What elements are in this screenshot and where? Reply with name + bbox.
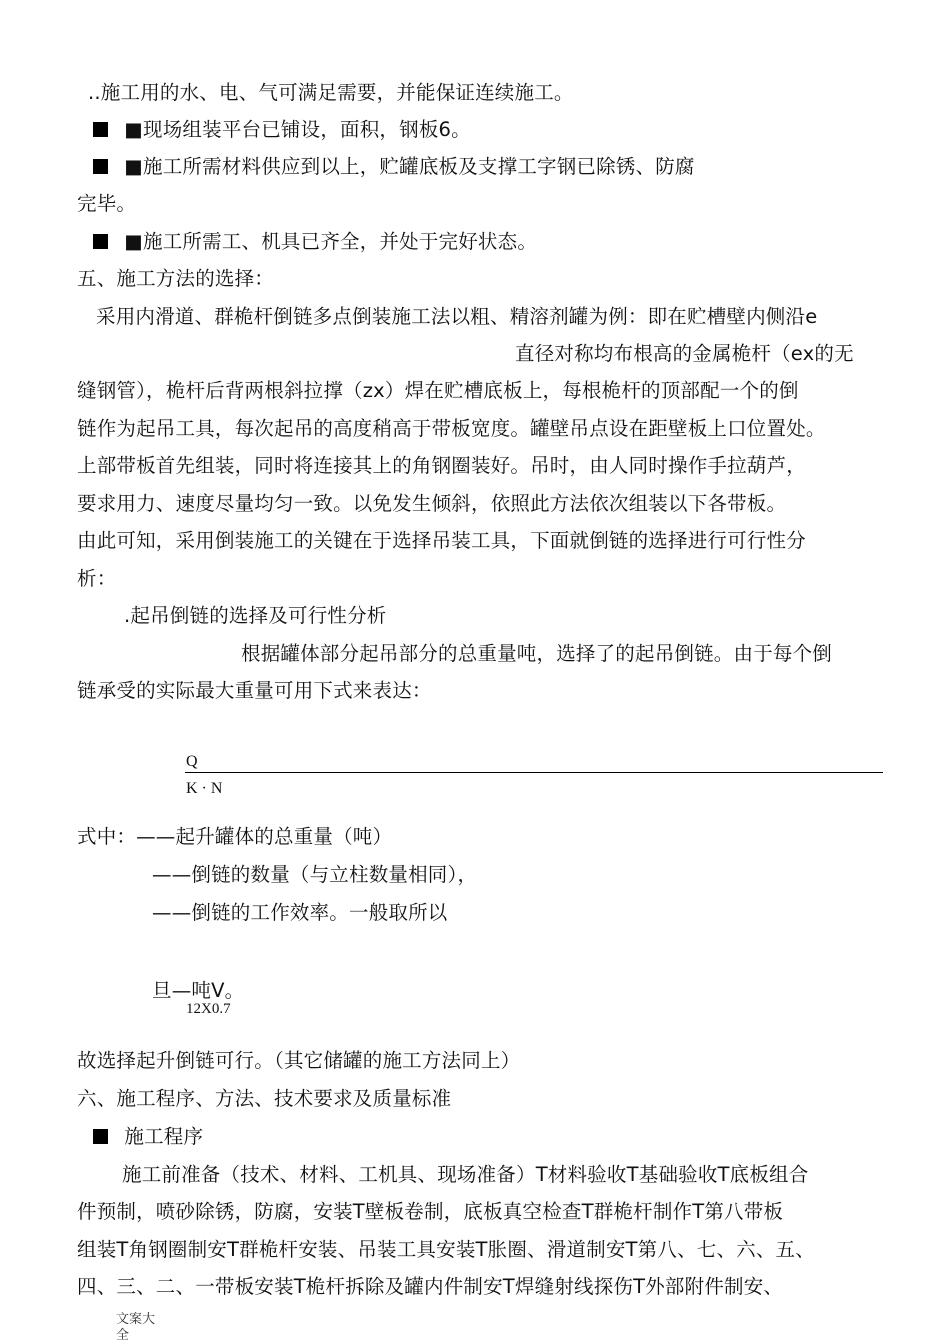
- footer-line: 文案大: [116, 1312, 156, 1327]
- text-line: 上部带板首先组装，同时将连接其上的角钢圈装好。吊时，由人同时操作手拉葫芦，: [77, 454, 806, 477]
- text-line: 式中：——起升罐体的总重量（吨）: [77, 825, 393, 848]
- text-line: 件预制，喷砂除锈，防腐，安装T壁板卷制，底板真空检查T群桅杆制作T第八带板: [77, 1200, 784, 1223]
- section-heading: 六、施工程序、方法、技术要求及质量标准: [77, 1087, 452, 1110]
- text-line: ——倒链的数量（与立柱数量相同），: [152, 863, 478, 886]
- text-line: 故选择起升倒链可行。（其它储罐的施工方法同上）: [77, 1049, 521, 1072]
- text-line: 直径对称均布根高的金属桅杆（ex的无: [515, 342, 854, 365]
- subsection-heading: .起吊倒链的选择及可行性分析: [124, 604, 387, 627]
- bullet-square-icon: [93, 1129, 108, 1144]
- text-line: 施工前准备（技术、材料、工机具、现场准备）T材料验收T基础验收T底板组合: [122, 1163, 809, 1186]
- page-footer: [116, 1312, 155, 1344]
- section-heading: 五、施工方法的选择：: [77, 267, 275, 290]
- text-line: 链作为起吊工具，每次起吊的高度稍高于带板宽度。罐壁吊点设在距壁板上口位置处。: [77, 417, 826, 440]
- formula-numerator: Q: [186, 753, 198, 770]
- footer-line: 全: [116, 1328, 130, 1343]
- formula-calc-denominator: 12X0.7: [186, 1001, 231, 1017]
- text-line: 采用内滑道、群桅杆倒链多点倒装施工法以粗、精溶剂罐为例：即在贮槽壁内侧沿e: [96, 305, 818, 328]
- text-line-content: ■现场组装平台已铺设，面积，钢板6。: [124, 118, 471, 141]
- text-line: 析：: [77, 567, 117, 590]
- bullet-square-icon: [93, 122, 108, 137]
- text-line: 要求用力、速度尽量均匀一致。以免发生倾斜，依照此方法依次组装以下各带板。: [77, 492, 787, 515]
- text-line: 链承受的实际最大重量可用下式来表达：: [77, 679, 432, 702]
- formula-denominator: K · N: [186, 780, 223, 797]
- text-line: 由此可知，采用倒装施工的关键在于选择吊装工具，下面就倒链的选择进行可行性分: [77, 529, 806, 552]
- text-line: ——倒链的工作效率。一般取所以: [152, 901, 448, 924]
- text-line: 完毕。: [77, 192, 137, 215]
- text-line: ..施工用的水、电、气可满足需要，并能保证连续施工。: [88, 81, 574, 104]
- text-line: 四、三、二、一带板安装T桅杆拆除及罐内件制安T焊缝射线探伤T外部附件制安、: [77, 1275, 784, 1298]
- text-line: [93, 154, 695, 180]
- text-line-content: ■施工所需材料供应到以上，贮罐底板及支撑工字钢已除锈、防腐: [124, 155, 695, 178]
- formula-fraction-bar: [185, 772, 883, 773]
- subsection-heading: [93, 1124, 203, 1150]
- bullet-square-icon: [93, 234, 108, 249]
- text-line: 根据罐体部分起吊部分的总重量吨，选择了的起吊倒链。由于每个倒: [241, 642, 833, 665]
- text-line: [93, 117, 471, 143]
- formula-result: 旦—吨V。: [152, 979, 245, 1002]
- text-line-content: 施工程序: [124, 1125, 204, 1148]
- bullet-square-icon: [93, 159, 108, 174]
- text-line: 组装T角钢圈制安T群桅杆安装、吊装工具安装T胀圈、滑道制安T第八、七、六、五、: [77, 1238, 815, 1261]
- text-line-content: ■施工所需工、机具已齐全，并处于完好状态。: [124, 230, 538, 253]
- text-line: [93, 229, 537, 255]
- text-line: 缝钢管），桅杆后背两根斜拉撑（zx）焊在贮槽底板上，每根桅杆的顶部配一个的倒: [77, 379, 799, 402]
